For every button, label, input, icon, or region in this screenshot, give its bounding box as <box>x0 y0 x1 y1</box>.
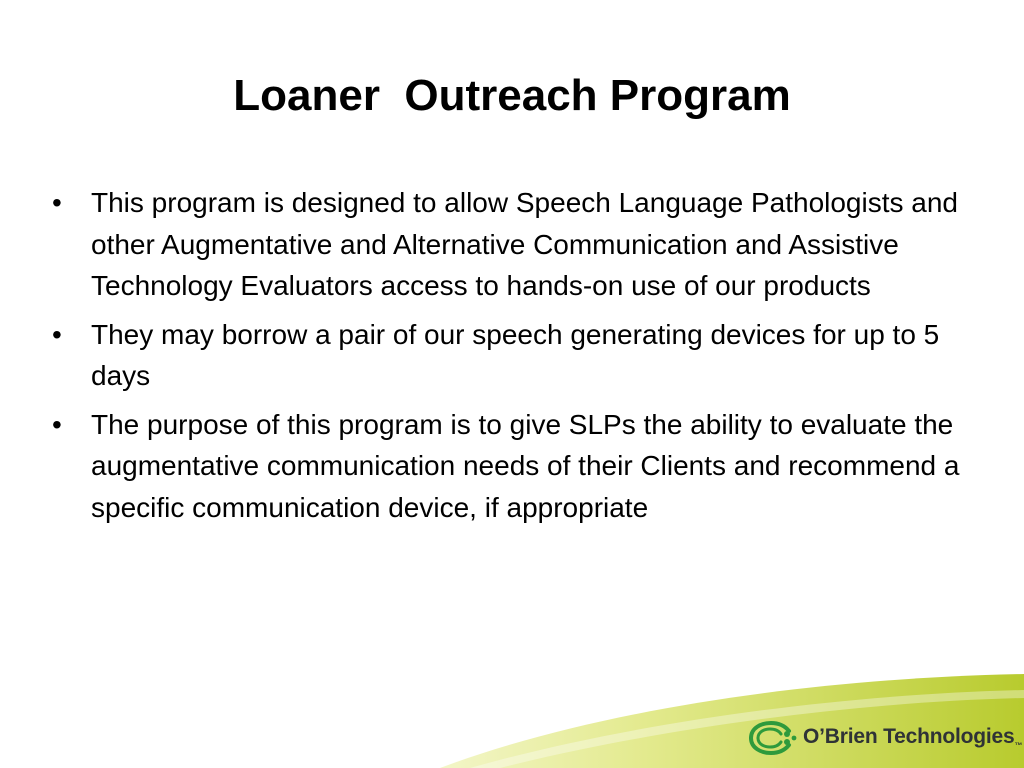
bullet-icon: • <box>52 408 62 440</box>
bullet-item <box>52 314 982 397</box>
logo-trademark: ™ <box>1014 741 1023 751</box>
bullet-item <box>52 182 982 307</box>
bullet-text: The purpose of this program is to give SLPs the ability to evaluate the augmentative communication needs of their Clients and recommend a specific communication device, if appropriate <box>91 408 960 523</box>
slide-title: Loaner Outreach Program <box>233 71 791 120</box>
bullet-icon: • <box>52 318 62 350</box>
logo-wordmark <box>803 725 1022 750</box>
obrien-logo <box>745 718 1022 758</box>
bullet-text: This program is designed to allow Speech Language Pathologists and other Augmentative and Alternative Communication and Assistive Technology Evaluators access to hands-on use of our products <box>91 187 959 301</box>
bullet-icon: • <box>52 187 62 218</box>
bullet-item <box>52 404 982 529</box>
bullet-text: They may borrow a pair of our speech generating devices for up to 5 days <box>91 318 940 391</box>
bullet-list <box>52 182 982 535</box>
obrien-logo-icon <box>745 720 797 756</box>
logo-name: O’Brien Technologies <box>803 725 1015 749</box>
